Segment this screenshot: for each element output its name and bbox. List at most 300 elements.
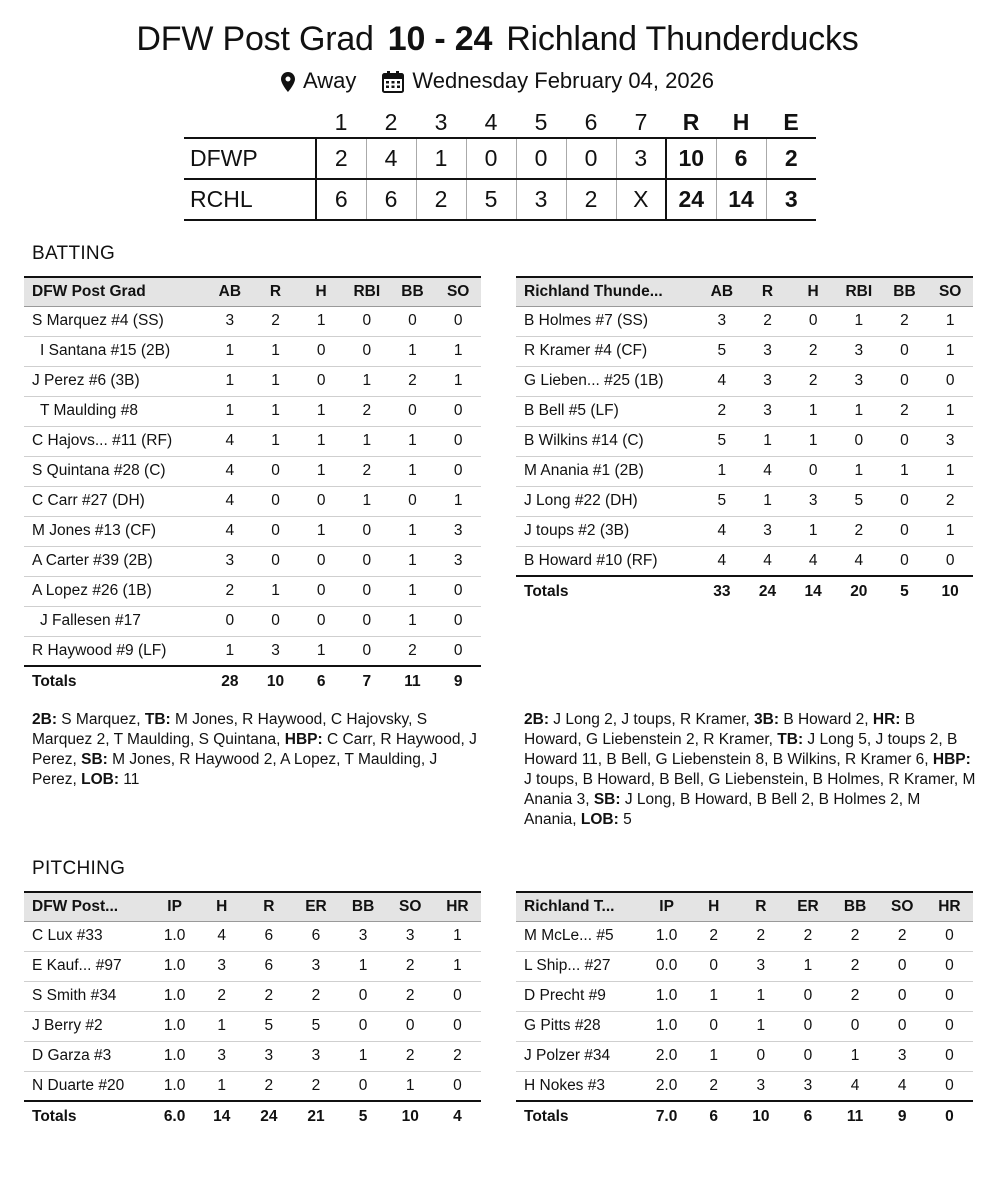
stat-cell: 4	[207, 456, 253, 486]
stat-cell: 3	[879, 1041, 926, 1071]
map-pin-icon	[281, 68, 295, 94]
stat-cell: 1	[927, 516, 973, 546]
stat-cell: 0	[882, 366, 928, 396]
stat-column-header: BB	[882, 277, 928, 306]
stat-cell: 1	[253, 426, 299, 456]
stat-cell: 4	[699, 546, 745, 576]
stat-column-header: HR	[926, 892, 973, 921]
stat-cell: 0	[434, 981, 481, 1011]
total-cell: 9	[879, 1101, 926, 1131]
total-cell: 7.0	[643, 1101, 690, 1131]
stat-cell: 2	[832, 981, 879, 1011]
stat-cell: 3	[699, 306, 745, 336]
player-row	[24, 981, 481, 1011]
stat-cell: 1	[832, 1041, 879, 1071]
total-cell: 6.0	[151, 1101, 198, 1131]
stat-cell: 0	[784, 981, 831, 1011]
totals-label: Totals	[24, 666, 207, 696]
player-name: B Bell #5 (LF)	[516, 396, 699, 426]
runs-total: 10	[666, 138, 716, 179]
stat-cell: 1	[390, 426, 436, 456]
line-score-team: DFWP	[184, 138, 316, 179]
line-score-row	[184, 179, 816, 220]
stat-cell: 0	[435, 426, 481, 456]
stat-cell: 2	[387, 951, 434, 981]
stat-column-header: H	[298, 277, 344, 306]
stat-cell: 2	[927, 486, 973, 516]
stat-cell: 1	[253, 336, 299, 366]
player-name: T Maulding #8	[24, 396, 207, 426]
player-name: G Lieben... #25 (1B)	[516, 366, 699, 396]
total-cell: 10	[387, 1101, 434, 1131]
stat-cell: 4	[207, 426, 253, 456]
stat-cell: 1.0	[151, 1011, 198, 1041]
stat-cell: 4	[836, 546, 882, 576]
stat-column-header: ER	[292, 892, 339, 921]
player-name: C Hajovs... #11 (RF)	[24, 426, 207, 456]
stat-cell: 3	[745, 336, 791, 366]
stat-cell: 3	[435, 546, 481, 576]
totals-row	[24, 666, 481, 696]
player-row	[516, 306, 973, 336]
stat-cell: 2	[745, 306, 791, 336]
stat-cell: 1	[784, 951, 831, 981]
stat-cell: 1	[253, 396, 299, 426]
stat-cell: 0	[926, 981, 973, 1011]
stat-cell: 0	[836, 426, 882, 456]
stat-cell: 0	[882, 546, 928, 576]
stat-cell: 0	[298, 486, 344, 516]
inning-header: 3	[434, 109, 448, 135]
stat-cell: 3	[927, 426, 973, 456]
stat-column-header: SO	[927, 277, 973, 306]
stat-cell: 0	[390, 486, 436, 516]
stat-cell: 1	[434, 951, 481, 981]
stat-cell: 2	[690, 921, 737, 951]
note-text: J Long 2, J toups, R Kramer,	[548, 711, 755, 728]
stat-cell: 3	[745, 516, 791, 546]
stat-cell: 1	[690, 1041, 737, 1071]
note-text: S Marquez,	[56, 711, 145, 728]
stat-cell: 2	[882, 306, 928, 336]
total-cell: 14	[790, 576, 836, 606]
total-cell: 6	[784, 1101, 831, 1131]
stat-column-header: SO	[387, 892, 434, 921]
stat-column-header: H	[690, 892, 737, 921]
inning-score: 0	[566, 138, 616, 179]
stat-cell: 1	[298, 306, 344, 336]
stat-cell: 1	[207, 396, 253, 426]
stat-cell: 2	[790, 366, 836, 396]
stat-column-header: R	[245, 892, 292, 921]
pitching-header-row	[516, 892, 973, 921]
stat-cell: 0	[298, 366, 344, 396]
stat-cell: 0	[390, 306, 436, 336]
stat-cell: 4	[699, 516, 745, 546]
total-cell: 11	[832, 1101, 879, 1131]
stat-column-header: SO	[879, 892, 926, 921]
stat-cell: 2	[836, 516, 882, 546]
stat-cell: 1	[435, 336, 481, 366]
stat-cell: 0	[340, 981, 387, 1011]
away-batting-table	[24, 276, 481, 696]
line-score-header	[184, 108, 816, 138]
stat-cell: 2	[245, 1071, 292, 1101]
stat-cell: 2.0	[643, 1071, 690, 1101]
player-row	[516, 366, 973, 396]
player-name: D Garza #3	[24, 1041, 151, 1071]
away-pitching-table	[24, 891, 481, 1131]
stat-cell: 1	[390, 606, 436, 636]
stat-cell: 0	[253, 456, 299, 486]
total-cell: 10	[927, 576, 973, 606]
stat-cell: 2	[434, 1041, 481, 1071]
stat-cell: 1	[927, 336, 973, 366]
stat-cell: 1	[298, 636, 344, 666]
team-column-header: DFW Post...	[24, 892, 151, 921]
total-cell: 11	[390, 666, 436, 696]
stat-cell: 6	[245, 951, 292, 981]
stat-cell: 0	[434, 1011, 481, 1041]
stat-cell: 0	[344, 636, 390, 666]
stat-cell: 0	[879, 1011, 926, 1041]
note-label: LOB:	[580, 811, 619, 828]
stat-cell: 1	[390, 516, 436, 546]
stat-cell: 0.0	[643, 951, 690, 981]
stat-cell: 1	[690, 981, 737, 1011]
player-name: E Kauf... #97	[24, 951, 151, 981]
player-name: B Holmes #7 (SS)	[516, 306, 699, 336]
stat-cell: 6	[292, 921, 339, 951]
stat-cell: 0	[387, 1011, 434, 1041]
stat-cell: 0	[207, 606, 253, 636]
stat-column-header: BB	[390, 277, 436, 306]
stat-cell: 3	[745, 366, 791, 396]
stat-cell: 3	[836, 366, 882, 396]
player-name: H Nokes #3	[516, 1071, 643, 1101]
home-batting-table	[516, 276, 973, 606]
player-row	[24, 306, 481, 336]
stat-cell: 1	[207, 366, 253, 396]
stat-cell: 2	[882, 396, 928, 426]
stat-cell: 1.0	[151, 921, 198, 951]
stat-cell: 2	[387, 1041, 434, 1071]
stat-column-header: H	[790, 277, 836, 306]
player-row	[24, 576, 481, 606]
stat-cell: 3	[790, 486, 836, 516]
total-cell: 9	[435, 666, 481, 696]
player-row	[24, 1071, 481, 1101]
stat-cell: 0	[882, 486, 928, 516]
stat-cell: 0	[832, 1011, 879, 1041]
batting-header-row	[516, 277, 973, 306]
player-row	[24, 396, 481, 426]
stat-cell: 3	[737, 951, 784, 981]
stat-cell: 0	[344, 546, 390, 576]
stat-cell: 2	[699, 396, 745, 426]
player-name: S Quintana #28 (C)	[24, 456, 207, 486]
game-info	[0, 68, 995, 94]
stat-cell: 4	[832, 1071, 879, 1101]
player-name: A Lopez #26 (1B)	[24, 576, 207, 606]
stat-cell: 0	[435, 576, 481, 606]
player-row	[24, 426, 481, 456]
stat-cell: 3	[292, 1041, 339, 1071]
player-row	[516, 921, 973, 951]
player-name: S Marquez #4 (SS)	[24, 306, 207, 336]
stat-cell: 0	[344, 516, 390, 546]
inning-header: 6	[584, 109, 598, 135]
stat-cell: 1	[745, 426, 791, 456]
player-row	[24, 636, 481, 666]
stat-cell: 1	[198, 1011, 245, 1041]
stat-cell: 4	[745, 456, 791, 486]
stat-cell: 1.0	[643, 981, 690, 1011]
stat-cell: 0	[344, 336, 390, 366]
stat-cell: 1	[790, 426, 836, 456]
note-label: 2B:	[32, 711, 57, 728]
inning-score: 3	[616, 138, 666, 179]
stat-cell: 3	[435, 516, 481, 546]
stat-cell: 1	[390, 456, 436, 486]
inning-score: 4	[366, 138, 416, 179]
pitching-header-row	[24, 892, 481, 921]
inning-header: 7	[634, 109, 648, 135]
total-cell: 6	[690, 1101, 737, 1131]
note-text: 5	[618, 811, 632, 828]
total-cell: 21	[292, 1101, 339, 1131]
team-column-header: DFW Post Grad	[24, 277, 207, 306]
stat-cell: 2	[387, 981, 434, 1011]
stat-cell: 1	[198, 1071, 245, 1101]
player-row	[24, 336, 481, 366]
stat-cell: 0	[927, 546, 973, 576]
hits-header: H	[732, 109, 750, 135]
game-location: Away	[302, 68, 357, 93]
total-cell: 5	[882, 576, 928, 606]
stat-cell: 1.0	[151, 1071, 198, 1101]
player-row	[516, 336, 973, 366]
player-name: B Wilkins #14 (C)	[516, 426, 699, 456]
stat-cell: 0	[784, 1011, 831, 1041]
inning-header: 1	[334, 109, 348, 135]
stat-cell: 0	[435, 636, 481, 666]
stat-cell: 2	[784, 921, 831, 951]
stat-cell: 0	[344, 306, 390, 336]
stat-cell: 3	[836, 336, 882, 366]
stat-cell: 1	[434, 921, 481, 951]
player-row	[516, 1041, 973, 1071]
stat-column-header: AB	[207, 277, 253, 306]
note-text: B Howard 2,	[779, 711, 873, 728]
note-text: M Jones, R Haywood, C Hajovsky, S Marquez 2, T Maulding, S Quintana,	[32, 711, 428, 748]
stat-cell: 1	[340, 951, 387, 981]
total-cell: 24	[745, 576, 791, 606]
player-name: J Fallesen #17	[24, 606, 207, 636]
note-text: 11	[119, 771, 140, 788]
team-column-header: Richland T...	[516, 892, 643, 921]
stat-column-header: AB	[699, 277, 745, 306]
note-text: M Jones, R Haywood 2, A Lopez, T Maulding, J Perez,	[32, 751, 438, 788]
note-text: C Carr, R Haywood, J Perez,	[32, 731, 477, 768]
totals-row	[24, 1101, 481, 1131]
total-cell: 33	[699, 576, 745, 606]
total-cell: 14	[198, 1101, 245, 1131]
away-team-name: DFW Post Grad	[136, 20, 374, 58]
player-name: M Jones #13 (CF)	[24, 516, 207, 546]
player-name: N Duarte #20	[24, 1071, 151, 1101]
note-text: J Long 5, J toups 2, B Howard 11, B Bell, G Liebenstein 8, B Wilkins, R Kramer 6,	[524, 731, 958, 768]
player-name: B Howard #10 (RF)	[516, 546, 699, 576]
stat-cell: 4	[207, 486, 253, 516]
totals-row	[516, 576, 973, 606]
total-cell: 6	[298, 666, 344, 696]
stat-column-header: R	[737, 892, 784, 921]
inning-score: 0	[466, 138, 516, 179]
stat-cell: 4	[745, 546, 791, 576]
player-name: D Precht #9	[516, 981, 643, 1011]
errors-total: 2	[766, 138, 816, 179]
stat-cell: 0	[344, 576, 390, 606]
player-name: S Smith #34	[24, 981, 151, 1011]
inning-score: 3	[516, 179, 566, 220]
stat-cell: 1	[836, 456, 882, 486]
stat-cell: 0	[253, 546, 299, 576]
stat-cell: 1	[927, 306, 973, 336]
batting-section-title: BATTING	[32, 243, 116, 264]
player-name: A Carter #39 (2B)	[24, 546, 207, 576]
inning-header: 4	[484, 109, 498, 135]
note-label: LOB:	[81, 771, 119, 788]
stat-cell: 0	[298, 336, 344, 366]
stat-column-header: BB	[832, 892, 879, 921]
stat-cell: 2	[344, 456, 390, 486]
stat-cell: 2	[292, 1071, 339, 1101]
stat-cell: 0	[298, 606, 344, 636]
stat-cell: 0	[927, 366, 973, 396]
stat-cell: 1	[298, 516, 344, 546]
player-row	[516, 486, 973, 516]
stat-cell: 4	[790, 546, 836, 576]
inning-header: 2	[384, 109, 398, 135]
note-label: HBP:	[932, 751, 971, 768]
stat-cell: 2	[207, 576, 253, 606]
stat-cell: 0	[435, 606, 481, 636]
player-row	[516, 456, 973, 486]
player-row	[24, 606, 481, 636]
note-label: HBP:	[284, 731, 323, 748]
stat-cell: 0	[784, 1041, 831, 1071]
stat-cell: 1	[340, 1041, 387, 1071]
player-name: J Long #22 (DH)	[516, 486, 699, 516]
stat-cell: 1	[836, 306, 882, 336]
stat-cell: 3	[245, 1041, 292, 1071]
note-label: HR:	[872, 711, 901, 728]
player-row	[24, 951, 481, 981]
stat-cell: 0	[434, 1071, 481, 1101]
stat-cell: 2	[390, 636, 436, 666]
total-cell: 28	[207, 666, 253, 696]
note-label: 2B:	[524, 711, 549, 728]
stat-cell: 0	[926, 1071, 973, 1101]
away-batting-notes	[32, 710, 484, 790]
stat-cell: 5	[836, 486, 882, 516]
player-name: C Lux #33	[24, 921, 151, 951]
total-cell: 5	[340, 1101, 387, 1131]
note-label: TB:	[144, 711, 171, 728]
stat-cell: 2.0	[643, 1041, 690, 1071]
player-row	[516, 1071, 973, 1101]
stat-cell: 2	[832, 921, 879, 951]
stat-column-header: IP	[643, 892, 690, 921]
stat-cell: 4	[207, 516, 253, 546]
stat-column-header: RBI	[836, 277, 882, 306]
player-row	[516, 516, 973, 546]
stat-column-header: ER	[784, 892, 831, 921]
player-name: J toups #2 (3B)	[516, 516, 699, 546]
stat-column-header: HR	[434, 892, 481, 921]
stat-cell: 0	[298, 576, 344, 606]
player-row	[516, 546, 973, 576]
stat-column-header: BB	[340, 892, 387, 921]
note-label: TB:	[777, 731, 804, 748]
stat-cell: 2	[832, 951, 879, 981]
hits-total: 14	[716, 179, 766, 220]
calendar-icon	[382, 68, 404, 94]
inning-score: 5	[466, 179, 516, 220]
note-label: SB:	[81, 751, 108, 768]
player-name: G Pitts #28	[516, 1011, 643, 1041]
stat-cell: 3	[207, 306, 253, 336]
player-name: C Carr #27 (DH)	[24, 486, 207, 516]
stat-cell: 2	[790, 336, 836, 366]
player-row	[24, 1011, 481, 1041]
stat-cell: 0	[253, 606, 299, 636]
stat-cell: 2	[253, 306, 299, 336]
stat-cell: 2	[245, 981, 292, 1011]
game-date: Wednesday February 04, 2026	[412, 68, 715, 93]
stat-cell: 3	[784, 1071, 831, 1101]
stat-cell: 0	[926, 1041, 973, 1071]
stat-cell: 4	[699, 366, 745, 396]
stat-cell: 3	[340, 921, 387, 951]
totals-label: Totals	[24, 1101, 151, 1131]
stat-cell: 3	[292, 951, 339, 981]
stat-cell: 0	[879, 981, 926, 1011]
stat-cell: 1	[298, 426, 344, 456]
stat-cell: 0	[882, 336, 928, 366]
note-text: J Long, B Howard, B Bell 2, B Holmes 2, M Anania,	[524, 791, 921, 828]
stat-cell: 0	[390, 396, 436, 426]
team-column-header: Richland Thunde...	[516, 277, 699, 306]
player-name: R Haywood #9 (LF)	[24, 636, 207, 666]
stat-cell: 1	[737, 1011, 784, 1041]
stat-column-header: H	[198, 892, 245, 921]
stat-cell: 0	[737, 1041, 784, 1071]
stat-cell: 0	[690, 1011, 737, 1041]
stat-cell: 1.0	[151, 981, 198, 1011]
stat-cell: 4	[198, 921, 245, 951]
stat-cell: 1	[927, 456, 973, 486]
inning-score: 2	[416, 179, 466, 220]
player-row	[516, 951, 973, 981]
stat-cell: 1.0	[643, 921, 690, 951]
inning-header: 5	[534, 109, 548, 135]
stat-cell: 3	[207, 546, 253, 576]
stat-cell: 0	[253, 486, 299, 516]
stat-cell: 5	[699, 336, 745, 366]
inning-score: 2	[566, 179, 616, 220]
